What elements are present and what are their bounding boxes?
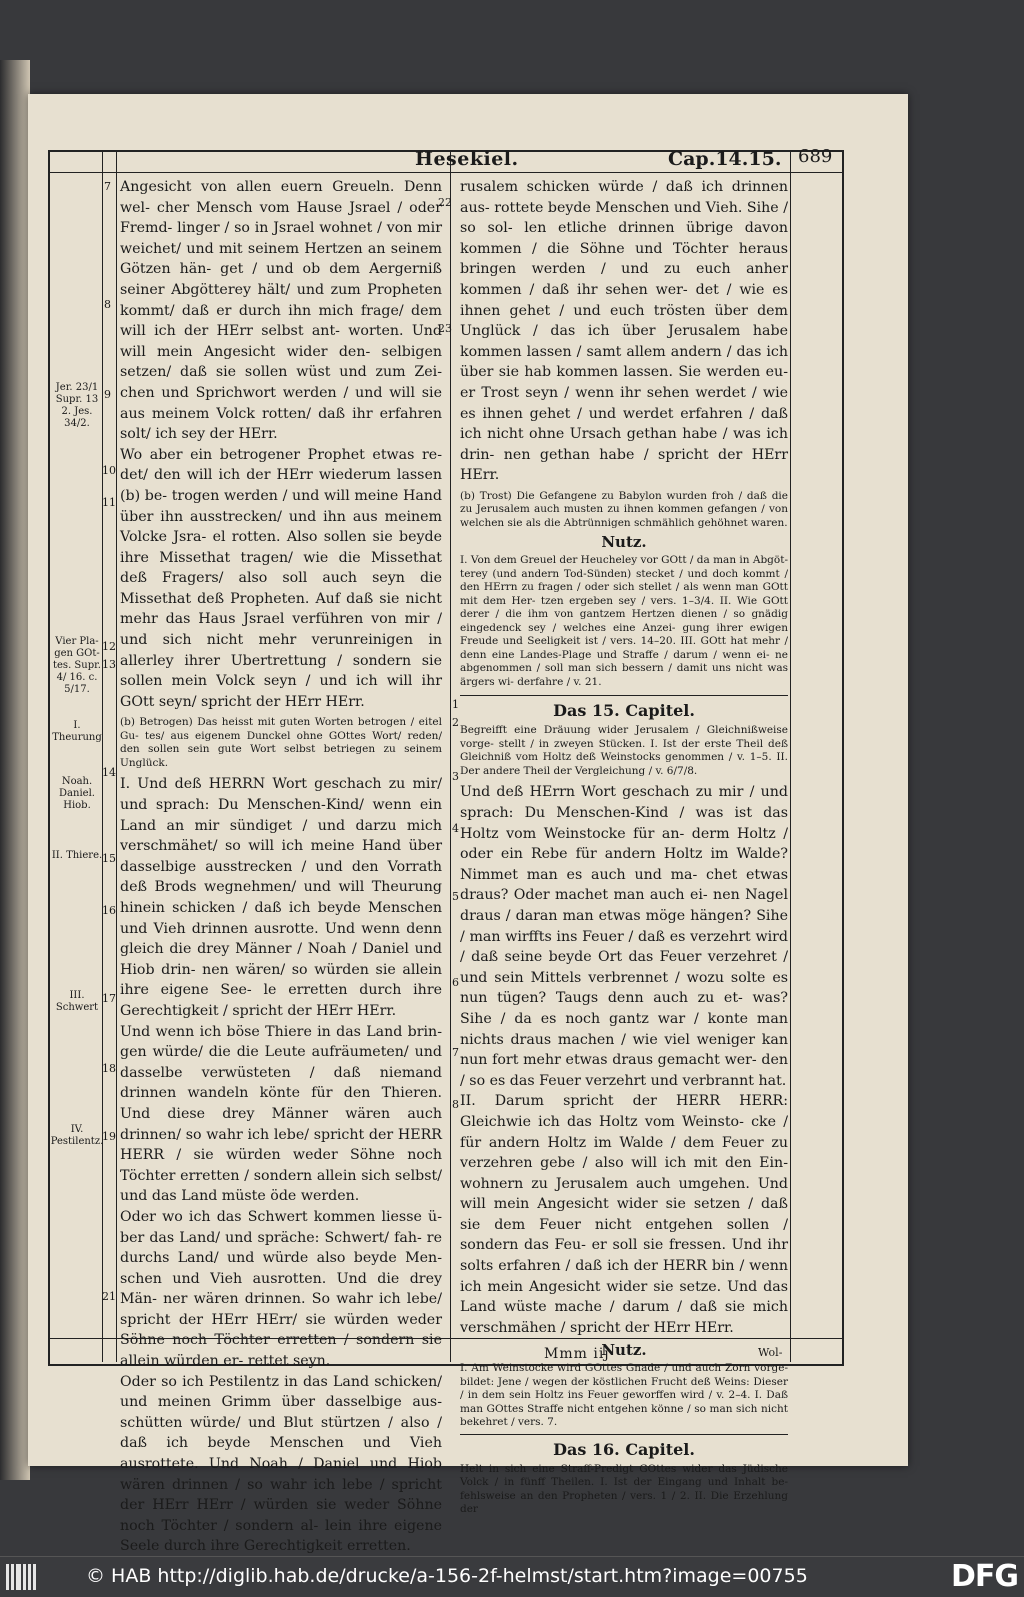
chapter-15-summary: Begreifft eine Dräuung wider Jerusalem / Gleichnißweise vorge- stellt / in zweyen Stücken. I. Ist der erste Theil deß Gleichniß vom Holtz deß Weinstocks genommen / v. 1–5. II. Der andere Theil der Vergleichung / v. 6/7/8. (460, 724, 788, 777)
verse-number: 13 (102, 658, 116, 671)
hab-barcode-icon (6, 1564, 46, 1590)
paragraph: Wo aber ein betrogener Prophet etwas re- det/ den will ich der HErr wiederum lassen (b) be- trogen werden / und will meine Hand über ihn ausstrecken/ und ihn aus meinem Volcke Jsra- el rotten. Also sollen sie beyde ihre Missethat tragen/ wie die Missethat deß Fragers/ also soll auch seyn die Missethat deß Propheten. Auf daß sie nicht mehr das Haus Jsrael verführen von mir / und sich nicht mehr verunreinigen in allerley ihrer Ubertrettung / sondern sie sollen mein Volck seyn / und ich will ihr GOtt seyn/ spricht der HErr HErr. (120, 446, 442, 710)
paragraph-section-iv: Oder so ich Pestilentz in das Land schicken/ und meinen Grimm über dasselbige aus- schütten würde/ und Blut stürtzen / also / daß ich beyde Menschen und Vieh ausrottete. Und Noah / Daniel und Hiob wären drinnen / so wahr ich lebe / spricht der HErr HErr / würden sie weder Söhne noch Töchter / sondern al- lein ihre eigene Seele durch ihre Gerechtigkeit erretten. (120, 1373, 442, 1555)
margin-note-theurung: I. Theurung (52, 720, 102, 743)
nutz-text: I. Von dem Greuel der Heucheley vor GOtt / da man in Abgöt- terey (und andern Tod-Sünden) stecket / und doch kommt / den HErrn zu fragen / oder sich stellet / als wenn man GOtt mit dem Her- tzen ergeben sey / vers. 1–3/4. II. Wie GOtt derer / die ihm von gantzem Hertzen dienen / so gnädig eingedenck sey / welches eine Anzei- gung ihrer ewigen Freude und Seeligkeit ist / vers. 14–20. III. GOtt hat mehr / denn eine Landes-Plage und Straffe / darum / wenn ei- ne abgenommen / soll man sich bessern / damit uns nicht was ärgers wi- derfahre / v. 21. (460, 554, 788, 688)
nutz-heading: Nutz. (601, 1341, 647, 1360)
verse-number: 7 (452, 1046, 459, 1059)
paragraph: Angesicht von allen euern Greueln. Denn wel- cher Mensch vom Hause Jsrael / oder Fremd- linger / so in Jsrael wohnet / von mir weichet/ und mit seinem Hertzen an seinem Götzen hän- get / und ob dem Aergerniß seiner Abgötterey hält/ und zum Propheten kommt/ daß er durch ihn mich frage/ dem will ich der HErr selbst ant- worten. Und will mein Angesicht wider den- selbigen setzen/ daß sie sollen wüst und zum Zei- chen und Sprichwort werden / und will sie aus meinem Volck rotten/ daß ihr erfahren solt/ ich sey der HErr. (120, 179, 442, 443)
verse-number: 16 (102, 904, 116, 917)
verse-number: 5 (452, 890, 459, 903)
section-rule (460, 1434, 788, 1435)
verse-number: 18 (102, 1062, 116, 1075)
paragraph: rusalem schicken würde / daß ich drinnen aus- rottete beyde Menschen und Vieh. Sihe / so sol- len etliche drinnen übrige davon kommen / die Söhne und Töchter heraus bringen werden / und zu euch anher kommen / daß ihr sehen wer- det / wie es ihnen gehet / und euch trösten über dem Unglück / das ich über Jerusalem habe kommen lassen / samt allem andern / das ich über sie hab kommen lassen. Sie werden eu- er Trost seyn / wenn ihr sehen werdet / wie es ihnen gehet / und werdet erfahren / daß ich nicht ohne Ursach gethan habe / was ich drin- nen gethan habe / spricht der HErr HErr. (460, 179, 788, 484)
catchword: Wol- (758, 1346, 783, 1359)
verse-number: 11 (102, 496, 116, 509)
paragraph-section-iii: Oder wo ich das Schwert kommen liesse ü- ber das Land/ und spräche: Schwert/ fah- re durchs Land/ und würde also beyde Men- schen und Vieh ausrotten. Und die drey Män- ner wären drinnen. So wahr ich lebe/ spricht der HErr HErr/ sie würden weder Söhne noch Töchter erretten / sondern sie allein würden er- rettet seyn. (120, 1208, 442, 1370)
paragraph-section-ii: Und wenn ich böse Thiere in das Land brin- gen würde/ die die Leute aufräumeten/ und dasselbe verwüsteten / daß niemand drinnen wandeln könte für den Thieren. Und diese drey Männer wären auch drinnen/ so wahr ich lebe/ spricht der HERR HERR / sie würden weder Söhne noch Töchter erretten / sondern allein sich selbst/ und das Land müste öde werden. (120, 1023, 442, 1205)
section-marker: II. (460, 1093, 476, 1110)
margin-note-noah: Noah. Daniel. Hiob. (59, 776, 95, 811)
left-text-column (120, 177, 442, 1556)
chapter-16-heading: Das 16. Capitel. (553, 1439, 695, 1459)
footer-source-link[interactable]: © HAB http://diglib.hab.de/drucke/a-156-2f-helmst/start.htm?image=00755 (86, 1565, 808, 1587)
footnote: (b) Trost) Die Gefangene zu Babylon wurden froh / daß die zu Jerusalem auch musten zu ihnen kommen gefangen / von welchen sie als die Abtrünnigen schmählich gehöhnet waren. (460, 489, 788, 529)
margin-note-pestilenz: IV. Pestilentz. (50, 1124, 104, 1147)
margin-rule-left (102, 150, 103, 1362)
verse-number: 3 (452, 770, 459, 783)
adjacent-page-edge (0, 60, 30, 1480)
verse-number: 15 (102, 852, 116, 865)
verse-number: 1 (452, 698, 459, 711)
chapter-indicator: Cap.14.15. (668, 148, 782, 170)
paragraph-section-i: I. Und deß HERRN Wort geschach zu mir/ und sprach: Du Menschen-Kind/ wenn ein Land an mir sündiget / und darzu mich verschmähet/ so will ich meine Hand über dasselbige ausstrecken / und den Vorrath deß Brods wegnehmen/ und will Theurung hinein schicken / daß ich beyde Menschen und Vieh drinnen ausrotte. Und wenn denn gleich die drey Männer / Noah / Daniel und Hiob drin- nen wären/ so würden sie allein ihre eigene See- le erretten durch ihre Gerechtigkeit / spricht der HErr HErr. (120, 776, 443, 1019)
verse-number: 6 (452, 976, 459, 989)
margin-note-vier-plagen: Vier Pla- gen GOt- tes. Supr. 4/ 16. c. 5/17. (53, 636, 101, 695)
header-rule (48, 172, 842, 173)
page-number: 689 (798, 146, 833, 167)
verse-number: 22 (438, 196, 452, 209)
verse-number: 19 (102, 1130, 116, 1143)
verse-number: 17 (102, 992, 116, 1005)
section-marker: I. (120, 776, 131, 793)
verse-number: 8 (104, 298, 111, 311)
verse-number: 7 (104, 180, 111, 193)
signature-mark: Mmm iij (544, 1346, 610, 1362)
verse-number: 9 (104, 388, 111, 401)
verse-number: 8 (452, 1098, 459, 1111)
right-text-column (460, 177, 788, 1517)
verse-number: 2 (452, 716, 459, 729)
verse-rule-left (116, 150, 117, 1362)
chapter-15-part-ii: II. Darum spricht der HERR HERR: Gleichwie ich das Holtz vom Weinsto- cke / für andern Holtz im Walde / dem Feuer zu verzehren gebe / also will ich mit den Ein- wohnern zu Jerusalem auch umgehen. Und will mein Angesicht wider sie setzen / daß sie dem Feuer nicht entgehen sollen / sondern das Feu- er soll sie fressen. Und ihr solts erfahren / daß ich der HERR bin / wenn ich mein Angesicht wider sie setze. Und das Land wüste mache / darum / daß sie mich verschmähen / spricht der HErr HErr. (460, 1093, 788, 1336)
chapter-15-text: Und deß HErrn Wort geschach zu mir / und sprach: Du Menschen-Kind / was ist das Holtz vom Weinstocke für an- derm Holtz / oder ein Rebe für andern Holtz im Walde? Nimmet man es auch und ma- chet etwas draus? Oder machet man auch ei- nen Nagel draus / daran man etwas möge hängen? Sihe / man wirffts ins Feuer / daß es verzehrt wird / daß seine beyde Ort das Feuer verzehret / und sein Mittels verbrennet / wozu solte es nun tügen? Taugs denn auch zu et- was? Sihe / da es noch gantz war / konte man nichts draus machen / wie viel weniger kan nun fort mehr etwas draus gemacht wer- den / so es das Feuer verzehrt und verbrannt hat. (460, 784, 788, 1089)
footnote: (b) Betrogen) Das heisst mit guten Worten betrogen / eitel Gu- tes/ aus eigenem Dunckel ohne GOttes Wort/ reden/ den sollen sein gute Wort selbst betriegen zu seinem Unglück. (120, 716, 442, 769)
chapter-15-heading: Das 15. Capitel. (553, 701, 695, 721)
margin-note-jer: Jer. 23/1 Supr. 13 2. Jes. 34/2. (55, 382, 99, 429)
chapter-16-summary: Helt in sich eine Straff-Predigt GOttes wider das Jüdische Volck / in fünff Theilen. I. Ist der Eingang und Inhalt be- fehlsweise an den Propheten / vers. 1 / 2. II. Die Erzehlung der (460, 1462, 788, 1516)
margin-note-schwert: III. Schwert (55, 990, 99, 1013)
margin-note-thiere: II. Thiere. (51, 850, 103, 861)
verse-number: 4 (452, 822, 459, 835)
footer-rule (48, 1338, 842, 1339)
nutz-text: I. Am Weinstocke wird GOttes Gnade / und auch Zorn vorge- bildet: Jene / wegen der köstlichen Frucht deß Weins: Dieser / in dem sein Holtz ins Feuer geworffen wird / v. 2–4. I. Daß man GOttes Straffe nicht entgehen könne / so man sich nicht bekehret / vers. 7. (460, 1362, 788, 1429)
verse-number: 10 (102, 464, 116, 477)
column-rule-right (790, 150, 791, 1362)
running-title: Hesekiel. (415, 148, 519, 170)
verse-number: 12 (102, 640, 116, 653)
nutz-heading: Nutz. (601, 533, 647, 552)
dfg-logo: DFG (950, 1559, 1018, 1594)
footer-bar (0, 1556, 1024, 1597)
verse-number: 23 (438, 322, 452, 335)
section-rule (460, 695, 788, 696)
verse-number: 21 (102, 1290, 116, 1303)
verse-number: 14 (102, 766, 116, 779)
